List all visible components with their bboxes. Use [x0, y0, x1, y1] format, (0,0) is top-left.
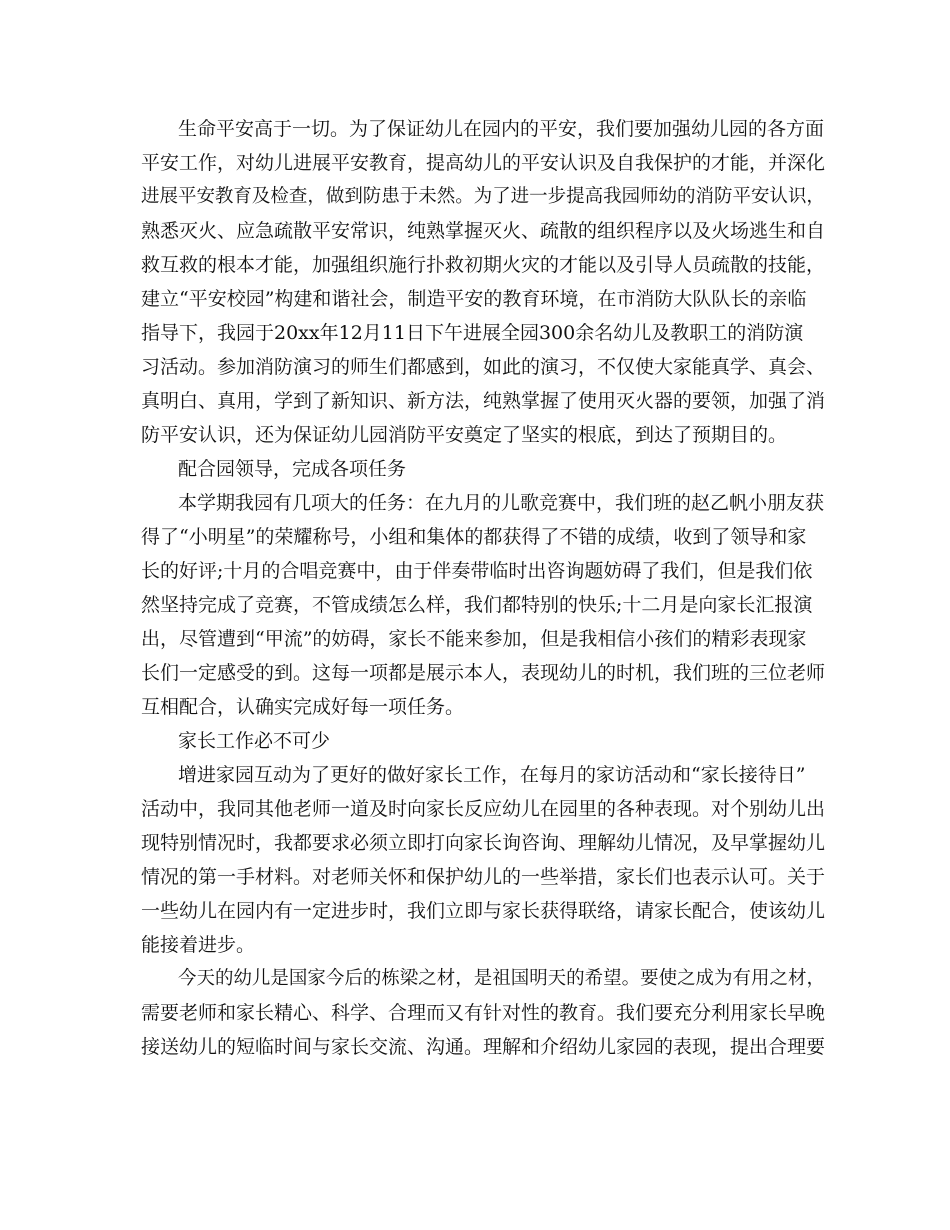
text-line: 本学期我园有几项大的任务：在九月的儿歌竞赛中，我们班的赵乙帆小朋友获 — [178, 492, 825, 514]
text-line: 然坚持完成了竞赛，不管成绩怎么样，我们都特别的快乐;十二月是向家长汇报演 — [141, 594, 813, 616]
text-line: 习活动。参加消防演习的师生们都感到，如此的演习，不仅使大家能真学、真会、 — [141, 356, 826, 378]
text-line: 互相配合，认确实完成好每一项任务。 — [141, 696, 465, 718]
text-line: 指导下，我园于20xx年12月11日下午进展全园300余名幼儿及教职工的消防演 — [141, 322, 804, 344]
text-line: 出，尽管遭到“甲流”的妨碍，家长不能来参加，但是我相信小孩们的精彩表现家 — [141, 628, 807, 650]
document-body — [141, 112, 825, 1064]
text-line: 家长工作必不可少 — [178, 730, 331, 752]
text-line: 情况的第一手材料。对老师关怀和保护幼儿的一些举措，家长们也表示认可。关于 — [141, 866, 826, 888]
text-line: 接送幼儿的短临时间与家长交流、沟通。理解和介绍幼儿家园的表现，提出合理要 — [141, 1036, 826, 1058]
text-line: 活动中，我同其他老师一道及时向家长反应幼儿在园里的各种表现。对个别幼儿出 — [141, 798, 826, 820]
text-line: 现特别情况时，我都要求必须立即打向家长询咨询、理解幼儿情况，及早掌握幼儿 — [141, 832, 826, 854]
text-line: 进展平安教育及检查，做到防患于未然。为了进一步提高我园师幼的消防平安认识， — [141, 186, 825, 207]
text-line: 真明白、真用，学到了新知识、新方法，纯熟掌握了使用灭火器的要领，加强了消 — [141, 390, 826, 412]
text-line: 救互救的根本才能，加强组织施行扑救初期火灾的才能以及引导人员疏散的技能， — [141, 254, 826, 276]
text-line: 今天的幼儿是国家今后的栋梁之材，是祖国明天的希望。要使之成为有用之材， — [178, 968, 825, 989]
text-line: 建立“平安校园”构建和谐社会，制造平安的教育环境，在市消防大队队长的亲临 — [141, 288, 807, 310]
text-line: 平安工作，对幼儿进展平安教育，提高幼儿的平安认识及自我保护的才能，并深化 — [141, 152, 826, 174]
text-line: 配合园领导，完成各项任务 — [178, 458, 407, 480]
text-line: 生命平安高于一切。为了保证幼儿在园内的平安，我们要加强幼儿园的各方面 — [178, 118, 825, 140]
text-line: 能接着进步。 — [141, 934, 256, 956]
text-line: 需要老师和家长精心、科学、合理而又有针对性的教育。我们要充分利用家长早晚 — [141, 1002, 826, 1024]
text-line: 得了“小明星”的荣耀称号，小组和集体的都获得了不错的成绩，收到了领导和家 — [141, 526, 807, 548]
text-line: 长的好评;十月的合唱竞赛中，由于伴奏带临时出咨询题妨碍了我们，但是我们依 — [141, 560, 813, 582]
text-line: 熟悉灭火、应急疏散平安常识，纯熟掌握灭火、疏散的组织程序以及火场逃生和自 — [141, 220, 826, 242]
text-line: 防平安认识，还为保证幼儿园消防平安奠定了坚实的根底，到达了预期目的。 — [141, 424, 788, 446]
text-line: 一些幼儿在园内有一定进步时，我们立即与家长获得联络，请家长配合，使该幼儿 — [141, 900, 826, 922]
text-line: 长们一定感受的到。这每一项都是展示本人，表现幼儿的时机，我们班的三位老师 — [141, 662, 826, 684]
text-line: 增进家园互动为了更好的做好家长工作，在每月的家访活动和“家长接待日” — [178, 764, 806, 786]
